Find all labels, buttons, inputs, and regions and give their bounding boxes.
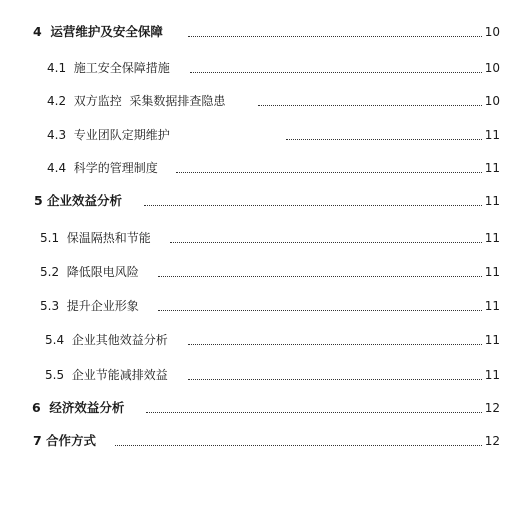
toc-entry-5-2[interactable]: [0, 262, 522, 282]
toc-entry-5[interactable]: [0, 191, 522, 211]
toc-entry-title: 4.4 科学的管理制度: [47, 161, 158, 175]
toc-entry-4[interactable]: [0, 22, 522, 42]
toc-leader: [115, 444, 482, 446]
toc-leader: [158, 309, 482, 311]
toc-entry-title: 7 合作方式: [33, 433, 97, 448]
toc-entry-7[interactable]: [0, 431, 522, 451]
toc-entry-page: 12: [484, 434, 500, 448]
toc-entry-page: 11: [484, 299, 500, 313]
toc-leader: [188, 343, 482, 345]
toc-entry-4-4[interactable]: [0, 158, 522, 178]
toc-entry-title: 4.1 施工安全保障措施: [47, 61, 170, 75]
toc-entry-page: 10: [484, 61, 500, 75]
toc-leader: [286, 138, 482, 140]
toc-leader: [176, 171, 482, 173]
toc-entry-page: 10: [484, 25, 500, 39]
toc-entry-5-5[interactable]: [0, 365, 522, 385]
toc-entry-title: 4 运营维护及安全保障: [33, 24, 163, 39]
toc-leader: [170, 241, 482, 243]
toc-entry-page: 11: [484, 194, 500, 208]
toc-entry-title: 6 经济效益分析: [32, 400, 125, 415]
toc-entry-page: 12: [484, 401, 500, 415]
toc-entry-5-4[interactable]: [0, 330, 522, 350]
toc-entry-page: 11: [484, 161, 500, 175]
toc-entry-5-1[interactable]: [0, 228, 522, 248]
toc-leader: [258, 104, 482, 106]
toc-entry-page: 11: [484, 333, 500, 347]
toc-entry-page: 11: [484, 265, 500, 279]
toc-entry-4-1[interactable]: [0, 58, 522, 78]
toc-entry-title: 4.3 专业团队定期维护: [47, 128, 170, 142]
toc-entry-title: 5.2 降低限电风险: [40, 265, 139, 279]
toc-entry-page: 11: [484, 368, 500, 382]
toc-entry-title: 5.5 企业节能减排效益: [45, 368, 168, 382]
toc-entry-4-2[interactable]: [0, 91, 522, 111]
toc-leader: [144, 204, 482, 206]
toc-entry-6[interactable]: [0, 398, 522, 418]
toc-entry-4-3[interactable]: [0, 125, 522, 145]
toc-leader: [188, 35, 482, 37]
toc-entry-title: 5.1 保温隔热和节能: [40, 231, 151, 245]
toc-entry-title: 4.2 双方监控 采集数据排查隐患: [47, 94, 226, 108]
toc-leader: [146, 411, 482, 413]
toc-entry-page: 11: [484, 231, 500, 245]
toc-leader: [158, 275, 482, 277]
toc-entry-5-3[interactable]: [0, 296, 522, 316]
toc-entry-title: 5 企业效益分析: [34, 193, 123, 208]
toc-entry-page: 11: [484, 128, 500, 142]
toc-entry-page: 10: [484, 94, 500, 108]
toc-entry-title: 5.4 企业其他效益分析: [45, 333, 168, 347]
toc-leader: [188, 378, 482, 380]
toc-entry-title: 5.3 提升企业形象: [40, 299, 139, 313]
toc-leader: [190, 71, 482, 73]
